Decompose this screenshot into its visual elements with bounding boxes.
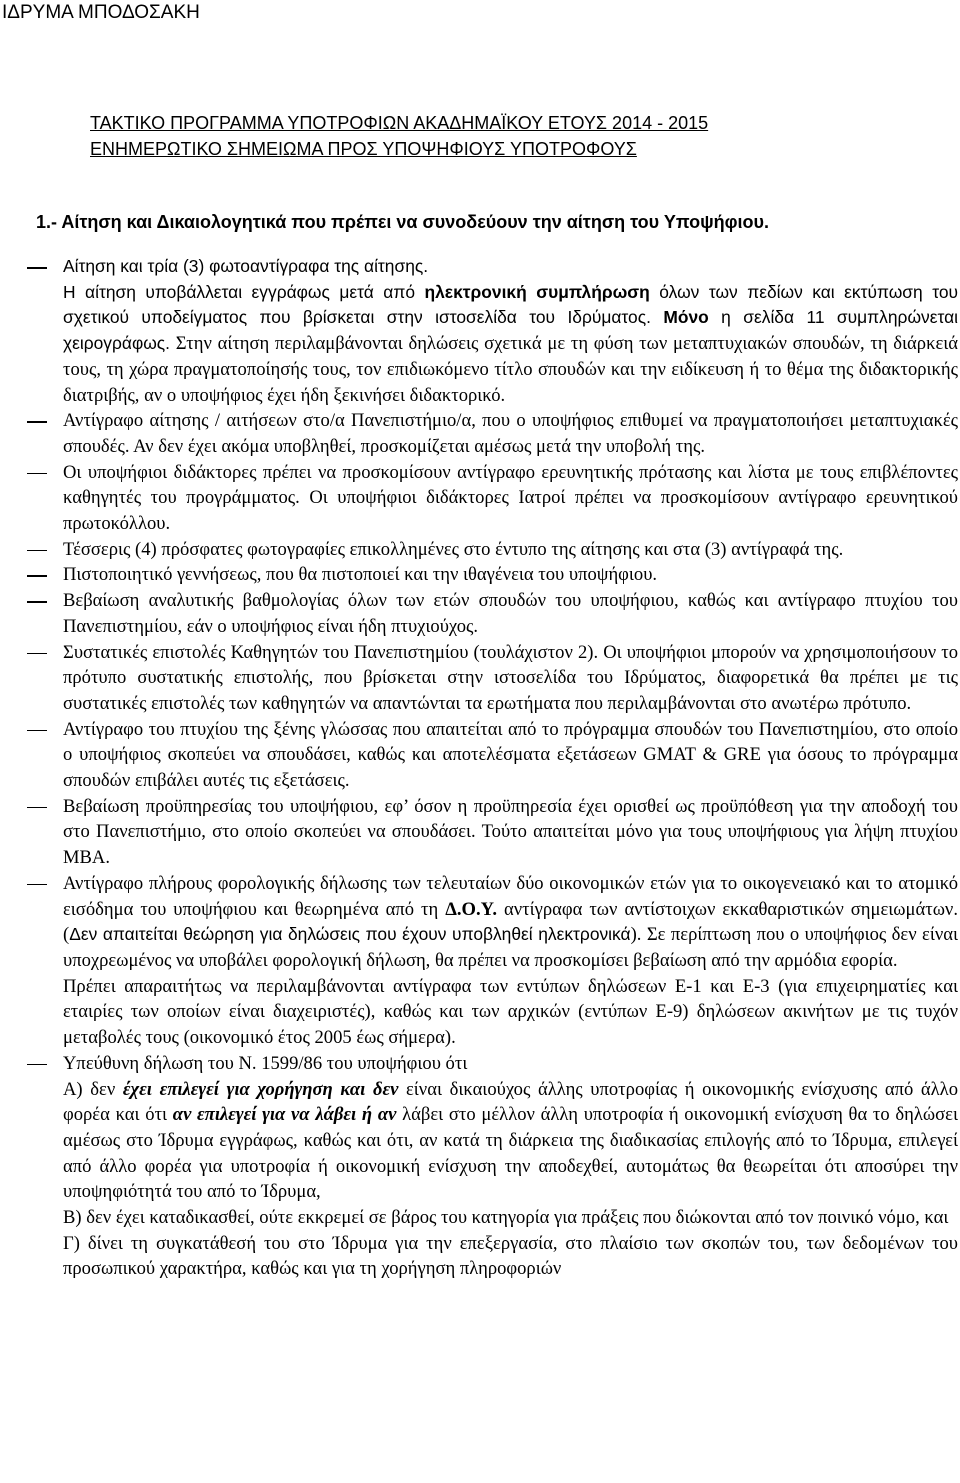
title-line-2: ΕΝΗΜΕΡΩΤΙΚΟ ΣΗΜΕΙΩΜΑ ΠΡΟΣ ΥΠΟΨΗΦΙΟΥΣ ΥΠΟΤΡΟΦΟΥΣ (90, 139, 637, 159)
list-item (26, 537, 958, 563)
item-6-text: Βεβαίωση αναλυτικής βαθμολογίας όλων των ετών σπουδών του υποψήφιου, καθώς και αντίγραφο πτυχίου του Πανεπιστημίου, εάν ο υποψήφιος είναι ήδη πτυχιούχος. (63, 590, 958, 637)
clause-a-part: λάβει στο μέλλον άλλη υποτροφία ή οικονομική ενίσχυση θα το δηλώσει αμέσως στο Ίδρυμα εγγράφως, καθώς και ότι, αν κατά τη διάρκεια της διαδικασίας επιλογής από το Ίδρυμα, επιλεγεί από άλλο φορέα για υποτροφία ή οικονομική ενίσχυση την αποδεχθεί, αυτομάτως θα θεωρείται ότι αποσύρει την υποψηφιότητά του από το Ίδρυμα, (63, 1104, 958, 1203)
list-item (26, 640, 958, 717)
title-line-1: ΤΑΚΤΙΚΟ ΠΡΟΓΡΑΜΜΑ ΥΠΟΤΡΟΦΙΩΝ ΑΚΑΔΗΜΑΪΚΟΥ ΕΤΟΥΣ 2014 - 2015 (90, 113, 709, 133)
item-1-bold-2: Μόνο (663, 307, 709, 328)
item-10-part: ). Σε περίπτωση που ο υποψήφιος δεν είναι υποχρεωμένος να υποβάλει φορολογική δήλωση, θα πρέπει να προσκομίσει βεβαίωση από την αρμόδια εφορία. (63, 924, 959, 971)
item-11-clause-b: Β) δεν έχει καταδικασθεί, ούτε εκκρεμεί σε βάρος του κατηγορία για πράξεις που διώκονται από τον ποινικό νόμο, και (63, 1207, 949, 1229)
section-heading: 1.- Αίτηση και Δικαιολογητικά που πρέπει να συνοδεύουν την αίτηση του Υποψήφιου. (36, 212, 770, 232)
list-item (26, 717, 958, 794)
item-5-text: Πιστοποιητικό γεννήσεως, που θα πιστοποιεί και την ιθαγένεια του υποψήφιου. (63, 564, 658, 586)
item-1-serif-part: Στην αίτηση περιλαμβάνονται δηλώσεις σχετικά με τη φύση των μεταπτυχιακών σπουδών, τη διάρκειά τους, τη χώρα πραγματοποίησής τους, τον επιδιωκόμενο τίτλο σπουδών και την ειδίκευση ή το θέμα της διδακτορικής διατριβής, αν ο υποψήφιος έχει ήδη ξεκινήσει διδακτορικό. (63, 333, 958, 406)
clause-a-part: είναι δικαιούχος άλλης υποτροφίας ή οικονομικής ενίσχυσης από άλλο φορέα και ότι (63, 1078, 958, 1126)
list-item (26, 871, 958, 1051)
item-1-part: Η αίτηση υποβάλλεται εγγράφως μετά από (63, 281, 425, 302)
item-10-sans-part: Δεν απαιτείται θεώρηση για δηλώσεις που έχουν υποβληθεί ηλεκτρονικά (69, 924, 631, 945)
item-10-part: Αντίγραφο πλήρους φορολογικής δήλωσης των τελευταίων δύο οικονομικών ετών για το οικογενειακό και το ατομικό εισόδημα του υποψήφιου και θεωρημένα από τη (63, 872, 958, 920)
clause-a-part: Α) δεν (63, 1078, 123, 1100)
item-1-part: η σελίδα 11 συμπληρώνεται χειρογράφως. (63, 307, 959, 354)
list-item (26, 408, 958, 459)
clause-a-emphasis: έχει επιλεγεί για χορήγηση και δεν (122, 1078, 399, 1100)
item-11-clause-a (63, 1077, 958, 1206)
item-3-text: Οι υποψήφιοι διδάκτορες πρέπει να προσκομίσουν αντίγραφο ερευνητικής πρότασης και λίστα με τους επιβλέποντες καθηγητές του προγράμματος. Οι υποψήφιοι διδάκτορες Ιατροί πρέπει να προσκομίσουν αντίγραφο ερευνητικού πρωτοκόλλου. (63, 461, 958, 535)
item-1-text (63, 282, 958, 405)
requirements-list (26, 254, 958, 1282)
item-1-line: Αίτηση και τρία (3) φωτοαντίγραφα της αίτησης. (63, 256, 429, 276)
list-item (26, 588, 958, 639)
item-9-text: Βεβαίωση προϋπηρεσίας του υποψήφιου, εφ’ όσον η προϋπηρεσία έχει ορισθεί ως προϋπόθεση για την αποδοχή του στο Πανεπιστήμιο, στο οποίο σκοπεύει να σπουδάσει. Τούτο απαιτείται μόνο για τους υποψήφιους για λήψη πτυχίου ΜΒΑ. (63, 795, 958, 869)
clause-a-emphasis-2: αν επιλεγεί για να λάβει ή αν (172, 1104, 397, 1126)
item-11-line: Υπεύθυνη δήλωση του Ν. 1599/86 του υποψήφιου ότι (63, 1052, 468, 1074)
organization-name: ΙΔΡΥΜΑ ΜΠΟΔΟΣΑΚΗ (2, 2, 200, 23)
item-10-part: αντίγραφα των αντίστοιχων εκκαθαριστικών σημειωμάτων. ( (63, 898, 958, 946)
list-item (26, 1051, 958, 1282)
item-8-text: Αντίγραφο του πτυχίου της ξένης γλώσσας που απαιτείται από το πρόγραμμα σπουδών του Πανεπιστημίου, στο οποίο ο υποψήφιος σκοπεύει να σπουδάσει, καθώς και αποτελέσματα εξετάσεων GMAT & GRE για όσους το πρόγραμμα σπουδών επιβάλει αυτές τις εξετάσεις. (63, 718, 958, 792)
item-1-part: όλων των πεδίων και εκτύπωση του σχετικού υποδείγματος που βρίσκεται στην ιστοσελίδα του Ιδρύματος. (63, 281, 958, 328)
item-10-paragraph-2: Πρέπει απαραιτήτως να περιλαμβάνονται αντίγραφα των εντύπων δηλώσεων Ε-1 και Ε-3 (για επιχειρηματίες και εταιρίες των οποίων είναι διαχειριστές), καθώς και των αρχικών (εντύπων Ε-9) δηλώσεων ακινήτων με τις τυχόν μεταβολές τους (οικονομικό έτος 2005 έως σήμερα). (63, 975, 958, 1049)
list-item (26, 460, 958, 537)
item-2-text: Αντίγραφο αίτησης / αιτήσεων στο/α Πανεπιστήμιο/α, που ο υποψήφιος επιθυμεί να πραγματοποιήσει μεταπτυχιακές σπουδές. Αν δεν έχει ακόμα υποβληθεί, προσκομίζεται αμέσως μετά την υποβολή της. (63, 410, 958, 457)
item-7-text: Συστατικές επιστολές Καθηγητών του Πανεπιστημίου (τουλάχιστον 2). Οι υποψήφιοι μπορούν να χρησιμοποιήσουν το πρότυπο συστατικής επιστολής, που βρίσκεται στην ιστοσελίδα του Ιδρύματος, διαφορετικά θα πρέπει με τις συστατικές επιστολές των καθηγητών να απαντώνται τα ερωτήματα που περιλαμβάνονται στο ανωτέρω πρότυπο. (63, 641, 958, 714)
list-item (26, 794, 958, 871)
item-10-bold: Δ.Ο.Υ. (445, 898, 498, 920)
item-10-text (63, 871, 958, 974)
item-4-text: Τέσσερις (4) πρόσφατες φωτογραφίες επικολλημένες στο έντυπο της αίτησης και στα (3) αντίγραφά της. (63, 538, 844, 560)
list-item (26, 562, 958, 588)
item-11-clause-c: Γ) δίνει τη συγκατάθεσή του στο Ίδρυμα για την επεξεργασία, στο πλαίσιο των σκοπών του, των δεδομένων του προσωπικού χαρακτήρα, καθώς και για τη χορήγηση πληροφοριών (63, 1232, 958, 1280)
list-item (26, 254, 958, 408)
document-titles (90, 110, 950, 162)
item-1-bold: ηλεκτρονική συμπλήρωση (424, 281, 650, 302)
